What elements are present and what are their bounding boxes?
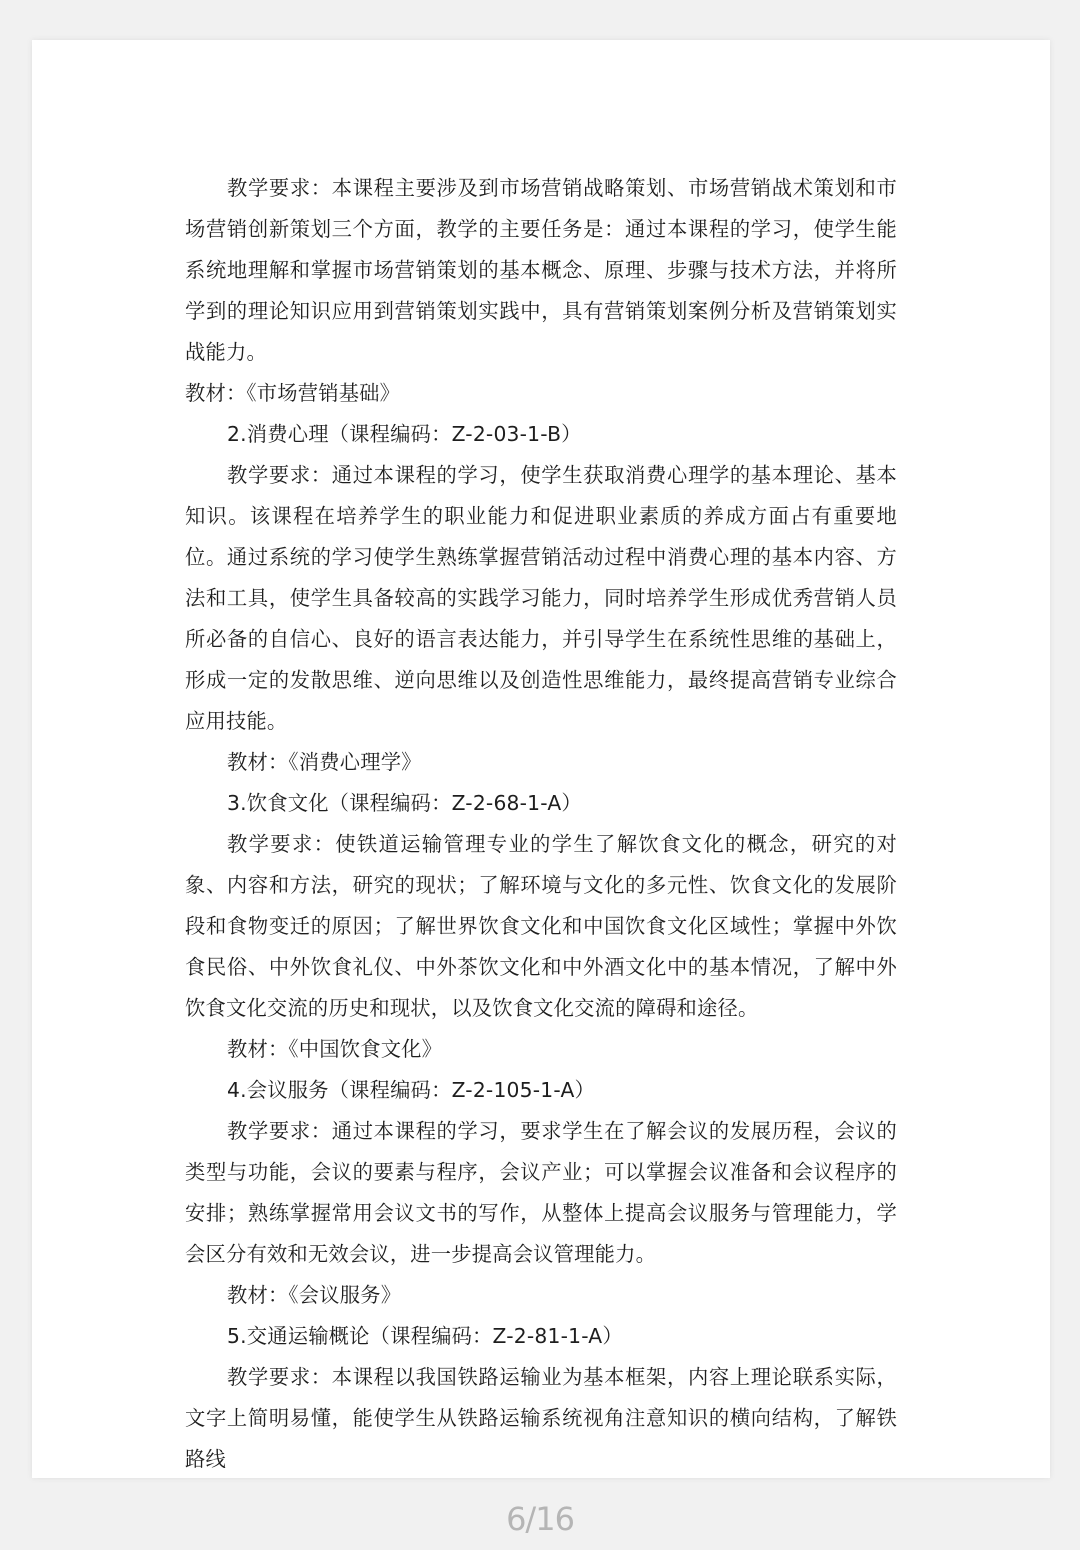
course-heading-conference-service: 4.会议服务（课程编码：Z-2-105-1-A） [227,1078,596,1102]
paragraph-consumer-psychology-textbook: 教材：《消费心理学》 [227,750,422,774]
paragraph-food-culture-requirements: 教学要求：使铁道运输管理专业的学生了解饮食文化的概念，研究的对象、内容和方法，研究的现状；了解环境与文化的多元性、饮食文化的发展阶段和食物变迁的原因；了解世界饮食文化和中国饮食文化区域性；掌握中外饮食民俗、中外饮食礼仪、中外茶饮文化和中外酒文化中的基本情况，了解中外饮食文化交流的历史和现状，以及饮食文化交流的障碍和途径。 [185,832,897,1020]
course-heading-food-culture: 3.饮食文化（课程编码：Z-2-68-1-A） [227,791,582,815]
paragraph-consumer-psychology-requirements: 教学要求：通过本课程的学习，使学生获取消费心理学的基本理论、基本知识。该课程在培养学生的职业能力和促进职业素质的养成方面占有重要地位。通过系统的学习使学生熟练掌握营销活动过程中消费心理的基本内容、方法和工具，使学生具备较高的实践学习能力，同时培养学生形成优秀营销人员所必备的自信心、良好的语言表达能力，并引导学生在系统性思维的基础上，形成一定的发散思维、逆向思维以及创造性思维能力，最终提高营销专业综合应用技能。 [185,463,897,733]
paragraph-marketing-textbook: 教材：《市场营销基础》 [185,381,401,405]
paragraph-food-culture-textbook: 教材：《中国饮食文化》 [227,1037,443,1061]
paragraph-conference-service-requirements: 教学要求：通过本课程的学习，要求学生在了解会议的发展历程，会议的类型与功能，会议的要素与程序，会议产业；可以掌握会议准备和会议程序的安排；熟练掌握常用会议文书的写作，从整体上提高会议服务与管理能力，学会区分有效和无效会议，进一步提高会议管理能力。 [185,1119,897,1266]
paragraph-conference-service-textbook: 教材：《会议服务》 [227,1283,402,1307]
paragraph-transportation-requirements: 教学要求：本课程以我国铁路运输业为基本框架，内容上理论联系实际，文字上简明易懂，能使学生从铁路运输系统视角注意知识的横向结构，了解铁路线 [185,1365,897,1471]
paragraph-marketing-planning-requirements: 教学要求：本课程主要涉及到市场营销战略策划、市场营销战术策划和市场营销创新策划三个方面，教学的主要任务是：通过本课程的学习，使学生能系统地理解和掌握市场营销策划的基本概念、原理、步骤与技术方法，并将所学到的理论知识应用到营销策划实践中，具有营销策划案例分析及营销策划实战能力。 [185,176,897,364]
course-heading-transportation-intro: 5.交通运输概论（课程编码：Z-2-81-1-A） [227,1324,623,1348]
document-body [185,168,897,1480]
course-heading-consumer-psychology: 2.消费心理（课程编码：Z-2-03-1-B） [227,422,582,446]
page-indicator: 6/16 [506,1500,574,1538]
